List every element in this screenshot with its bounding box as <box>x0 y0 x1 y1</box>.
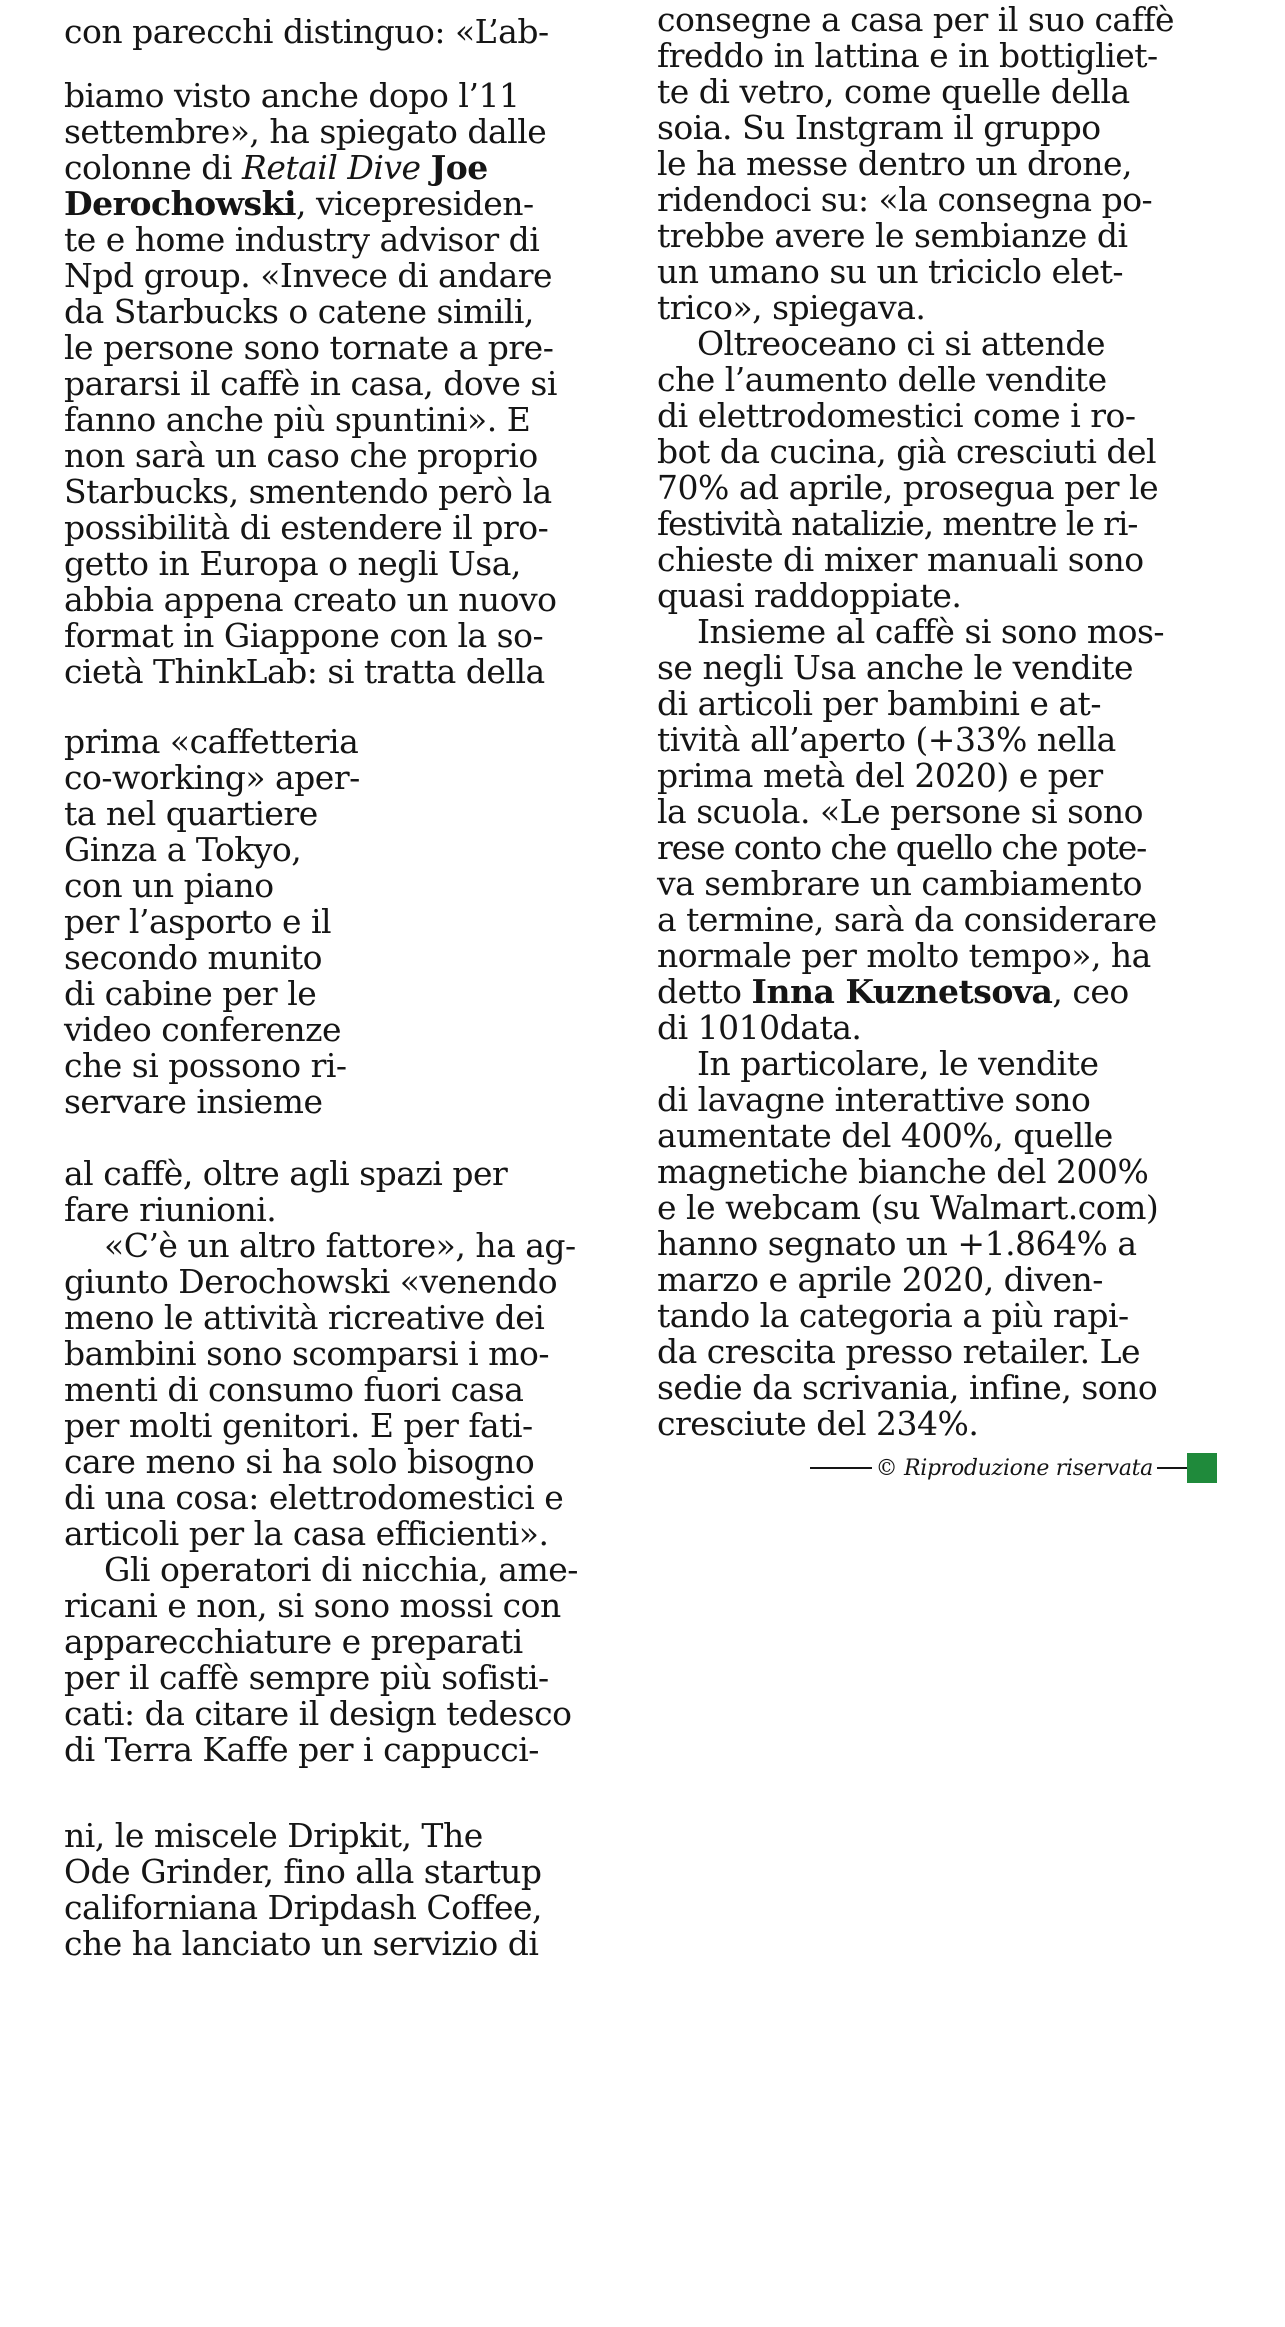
text-line: festività natalizie, mentre le ri- <box>657 504 1138 543</box>
person-name: Derochowski <box>64 184 296 223</box>
text-line: di elettrodomestici come i ro- <box>657 396 1136 435</box>
text-line: a termine, sarà da considerare <box>657 900 1157 939</box>
text-line: sedie da scrivania, infine, sono <box>657 1368 1158 1407</box>
text-line: di cabine per le <box>64 974 317 1013</box>
text-line: cresciute del 234%. <box>657 1404 979 1443</box>
text-line: 70% ad aprile, prosegua per le <box>657 468 1159 507</box>
text-line: bambini sono scomparsi i mo- <box>64 1334 549 1373</box>
text-line: con parecchi distinguo: «L’ab- <box>64 12 549 51</box>
text-line: apparecchiature e preparati <box>64 1622 523 1661</box>
text-line: detto Inna Kuznetsova, ceo <box>657 972 1129 1011</box>
text-line: secondo munito <box>64 938 323 977</box>
text-line: Starbucks, smentendo però la <box>64 472 552 511</box>
text-line: possibilità di estendere il pro- <box>64 508 549 547</box>
text-line: Oltreoceano ci si attende <box>697 324 1105 363</box>
text-line: se negli Usa anche le vendite <box>657 648 1134 687</box>
text-line: soia. Su Instgram il gruppo <box>657 108 1101 147</box>
text-line: ni, le miscele Dripkit, The <box>64 1816 483 1855</box>
text-line: settembre», ha spiegato dalle <box>64 112 547 151</box>
text-line: da crescita presso retailer. Le <box>657 1332 1141 1371</box>
text-line: Insieme al caffè si sono mos- <box>697 612 1165 651</box>
text-line: di articoli per bambini e at- <box>657 684 1101 723</box>
person-name: Inna Kuznetsova <box>751 972 1053 1011</box>
text-line: normale per molto tempo», ha <box>657 936 1151 975</box>
text-line: trebbe avere le sembianze di <box>657 216 1128 255</box>
text-line: consegne a casa per il suo caffè <box>657 0 1175 39</box>
text-line: la scuola. «Le persone si sono <box>657 792 1143 831</box>
text-line: format in Giappone con la so- <box>64 616 544 655</box>
text-line: al caffè, oltre agli spazi per <box>64 1154 508 1193</box>
text-line: le ha messe dentro un drone, <box>657 144 1133 183</box>
text-line: bot da cucina, già cresciuti del <box>657 432 1157 471</box>
text-line: quasi raddoppiate. <box>657 576 962 615</box>
text-line: pararsi il caffè in casa, dove si <box>64 364 557 403</box>
text-line: colonne di Retail Dive Joe <box>64 148 488 187</box>
text-line: con un piano <box>64 866 274 905</box>
text-line: abbia appena creato un nuovo <box>64 580 557 619</box>
divider-rule <box>810 1467 872 1469</box>
text-line: ricani e non, si sono mossi con <box>64 1586 561 1625</box>
text-line: di una cosa: elettrodomestici e <box>64 1478 564 1517</box>
text-line: te e home industry advisor di <box>64 220 540 259</box>
text-line: Ginza a Tokyo, <box>64 830 302 869</box>
text-line: va sembrare un cambiamento <box>657 864 1142 903</box>
text-line: cietà ThinkLab: si tratta della <box>64 652 545 691</box>
person-name: Joe <box>430 148 488 187</box>
text-line: Gli operatori di nicchia, ame- <box>104 1550 578 1589</box>
text-line: che l’aumento delle vendite <box>657 360 1107 399</box>
paragraph-block <box>64 0 624 50</box>
paragraph-block <box>657 0 1217 1442</box>
text-line: trico», spiegava. <box>657 288 926 327</box>
text-line: co-working» aper- <box>64 758 360 797</box>
text-line: non sarà un caso che proprio <box>64 436 538 475</box>
text-line: Ode Grinder, fino alla startup <box>64 1852 542 1891</box>
paragraph-block <box>64 1818 624 1962</box>
text-line: un umano su un triciclo elet- <box>657 252 1124 291</box>
text-line: In particolare, le vendite <box>697 1044 1099 1083</box>
text-line: articoli per la casa efficienti». <box>64 1514 549 1553</box>
text-line: californiana Dripdash Coffee, <box>64 1888 543 1927</box>
text-line: giunto Derochowski «venendo <box>64 1262 558 1301</box>
text-line: video conferenze <box>64 1010 342 1049</box>
text-line: getto in Europa o negli Usa, <box>64 544 521 583</box>
text-line: da Starbucks o catene simili, <box>64 292 534 331</box>
copyright-notice <box>657 1448 1217 1488</box>
text-line: di lavagne interattive sono <box>657 1080 1091 1119</box>
text-line: «C’è un altro fattore», ha ag- <box>104 1226 576 1265</box>
text-line: cati: da citare il design tedesco <box>64 1694 572 1733</box>
text-line: te di vetro, come quelle della <box>657 72 1130 111</box>
text-line: freddo in lattina e in bottigliet- <box>657 36 1158 75</box>
text-column-left <box>64 0 624 1962</box>
text-line: chieste di mixer manuali sono <box>657 540 1144 579</box>
text-line: ridendoci su: «la consegna po- <box>657 180 1153 219</box>
text-line: servare insieme <box>64 1082 323 1121</box>
text-line: di 1010data. <box>657 1008 862 1047</box>
text-line: prima «caffetteria <box>64 722 359 761</box>
text-line: rese conto che quello che pote- <box>657 828 1147 867</box>
text-column-right <box>657 0 1217 1488</box>
text-line: le persone sono tornate a pre- <box>64 328 554 367</box>
text-line: che ha lanciato un servizio di <box>64 1924 539 1963</box>
text-line: Npd group. «Invece di andare <box>64 256 553 295</box>
end-of-article-square-icon <box>1187 1453 1217 1483</box>
text-line: e le webcam (su Walmart.com) <box>657 1188 1159 1227</box>
text-line: per molti genitori. E per fati- <box>64 1406 533 1445</box>
text-line: biamo visto anche dopo l’11 <box>64 76 520 115</box>
text-line: aumentate del 400%, quelle <box>657 1116 1113 1155</box>
text-line: prima metà del 2020) e per <box>657 756 1103 795</box>
text-line: fare riunioni. <box>64 1190 277 1229</box>
text-line: menti di consumo fuori casa <box>64 1370 524 1409</box>
text-line: Derochowski, vicepresiden- <box>64 184 534 223</box>
text-line: tando la categoria a più rapi- <box>657 1296 1129 1335</box>
text-line: fanno anche più spuntini». E <box>64 400 531 439</box>
text-line: magnetiche bianche del 200% <box>657 1152 1149 1191</box>
publication-name: Retail Dive <box>241 148 421 187</box>
paragraph-block <box>64 1156 624 1768</box>
copyright-text: © Riproduzione riservata <box>875 1455 1153 1481</box>
text-line: ta nel quartiere <box>64 794 318 833</box>
text-line: care meno si ha solo bisogno <box>64 1442 535 1481</box>
text-line: per l’asporto e il <box>64 902 332 941</box>
paragraph-block <box>64 78 624 690</box>
text-line: meno le attività ricreative dei <box>64 1298 545 1337</box>
text-line: di Terra Kaffe per i cappucci- <box>64 1730 539 1769</box>
text-line: tività all’aperto (+33% nella <box>657 720 1116 759</box>
text-line: che si possono ri- <box>64 1046 347 1085</box>
text-line: per il caffè sempre più sofisti- <box>64 1658 549 1697</box>
text-line: hanno segnato un +1.864% a <box>657 1224 1137 1263</box>
paragraph-block-narrow <box>64 724 624 1120</box>
divider-rule <box>1157 1467 1187 1469</box>
text-line: marzo e aprile 2020, diven- <box>657 1260 1103 1299</box>
